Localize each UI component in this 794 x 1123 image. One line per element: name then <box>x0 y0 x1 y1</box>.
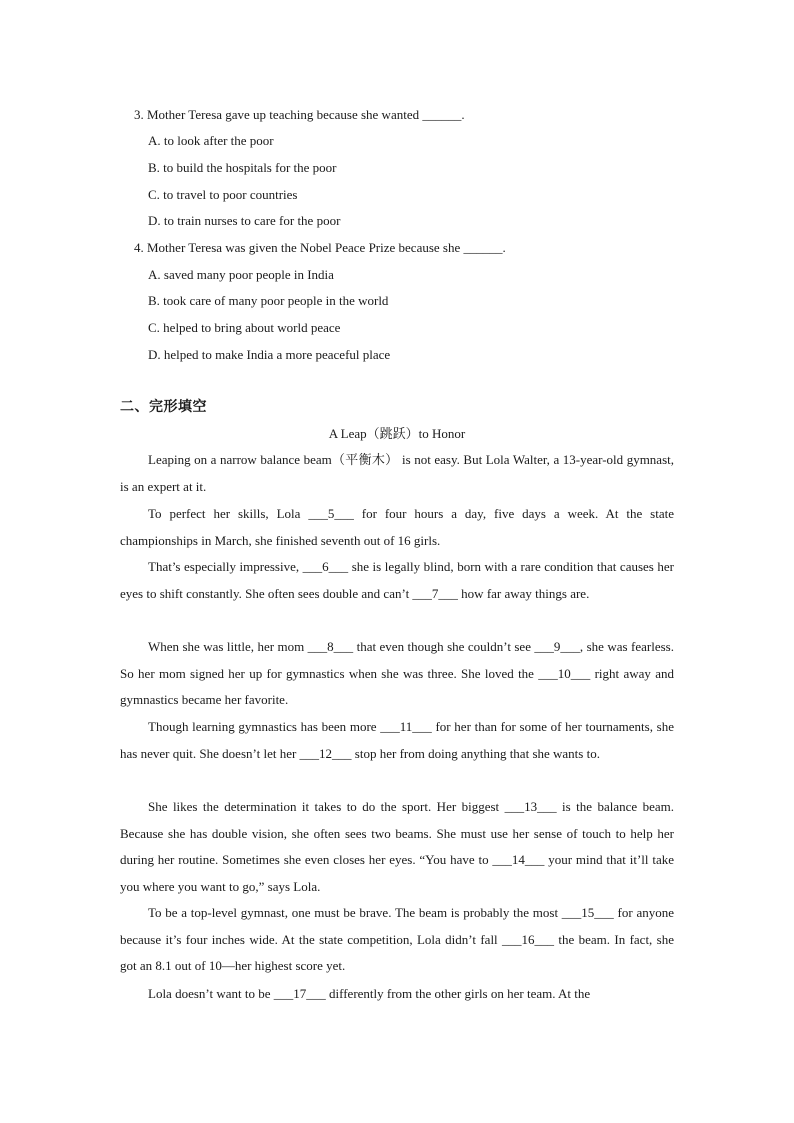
passage-title: A Leap（跳跃）to Honor <box>328 426 466 441</box>
section-title: 二、完形填空 <box>120 399 207 415</box>
question-4-stem: 4. Mother Teresa was given the Nobel Peace Prize because she ______. <box>134 240 506 255</box>
passage-paragraph-3: That’s especially impressive, ___6___ she is legally blind, born with a rare condition that causes her eyes to shift constantly. She often sees double and can’t ___7___ how far away things are. <box>120 559 674 601</box>
passage-paragraph-4: When she was little, her mom ___8___ that even though she couldn’t see ___9___, she was fearless. So her mom signed her up for gymnastics when she was three. She loved the ___10___ right away and gymnastics became her favorite. <box>120 639 674 707</box>
passage-paragraph-1: Leaping on a narrow balance beam（平衡木） is not easy. But Lola Walter, a 13-year-old gymnast, is an expert at it. <box>120 452 674 494</box>
question-4-option-d: D. helped to make India a more peaceful place <box>148 347 391 362</box>
question-3-stem: 3. Mother Teresa gave up teaching because she wanted ______. <box>134 107 465 122</box>
question-3-option-d: D. to train nurses to care for the poor <box>148 213 341 228</box>
passage-paragraph-6: She likes the determination it takes to do the sport. Her biggest ___13___ is the balance beam. Because she has double vision, she often sees two beams. She must use her sense of touch to help her during her routine. Sometimes she even closes her eyes. “You have to ___14___ your mind that it’ll take you where you want to go,” says Lola. <box>120 799 674 894</box>
question-4-option-b: B. took care of many poor people in the world <box>148 293 389 308</box>
question-4-option-a: A. saved many poor people in India <box>148 267 334 282</box>
question-4-option-c: C. helped to bring about world peace <box>148 320 341 335</box>
question-3-option-c: C. to travel to poor countries <box>148 187 298 202</box>
passage-paragraph-8: Lola doesn’t want to be ___17___ differently from the other girls on her team. At the <box>148 986 591 1001</box>
passage-paragraph-7: To be a top-level gymnast, one must be brave. The beam is probably the most ___15___ for anyone because it’s four inches wide. At the state competition, Lola didn’t fall ___16___ the beam. In fact, she got an 8.1 out of 10—her highest score yet. <box>120 905 674 973</box>
question-3-option-a: A. to look after the poor <box>148 133 274 148</box>
question-3-option-b: B. to build the hospitals for the poor <box>148 160 337 175</box>
passage-paragraph-5: Though learning gymnastics has been more ___11___ for her than for some of her tournaments, she has never quit. She doesn’t let her ___12___ stop her from doing anything that she wants to. <box>120 719 674 761</box>
passage-paragraph-2: To perfect her skills, Lola ___5___ for four hours a day, five days a week. At the state championships in March, she finished seventh out of 16 girls. <box>120 506 674 548</box>
